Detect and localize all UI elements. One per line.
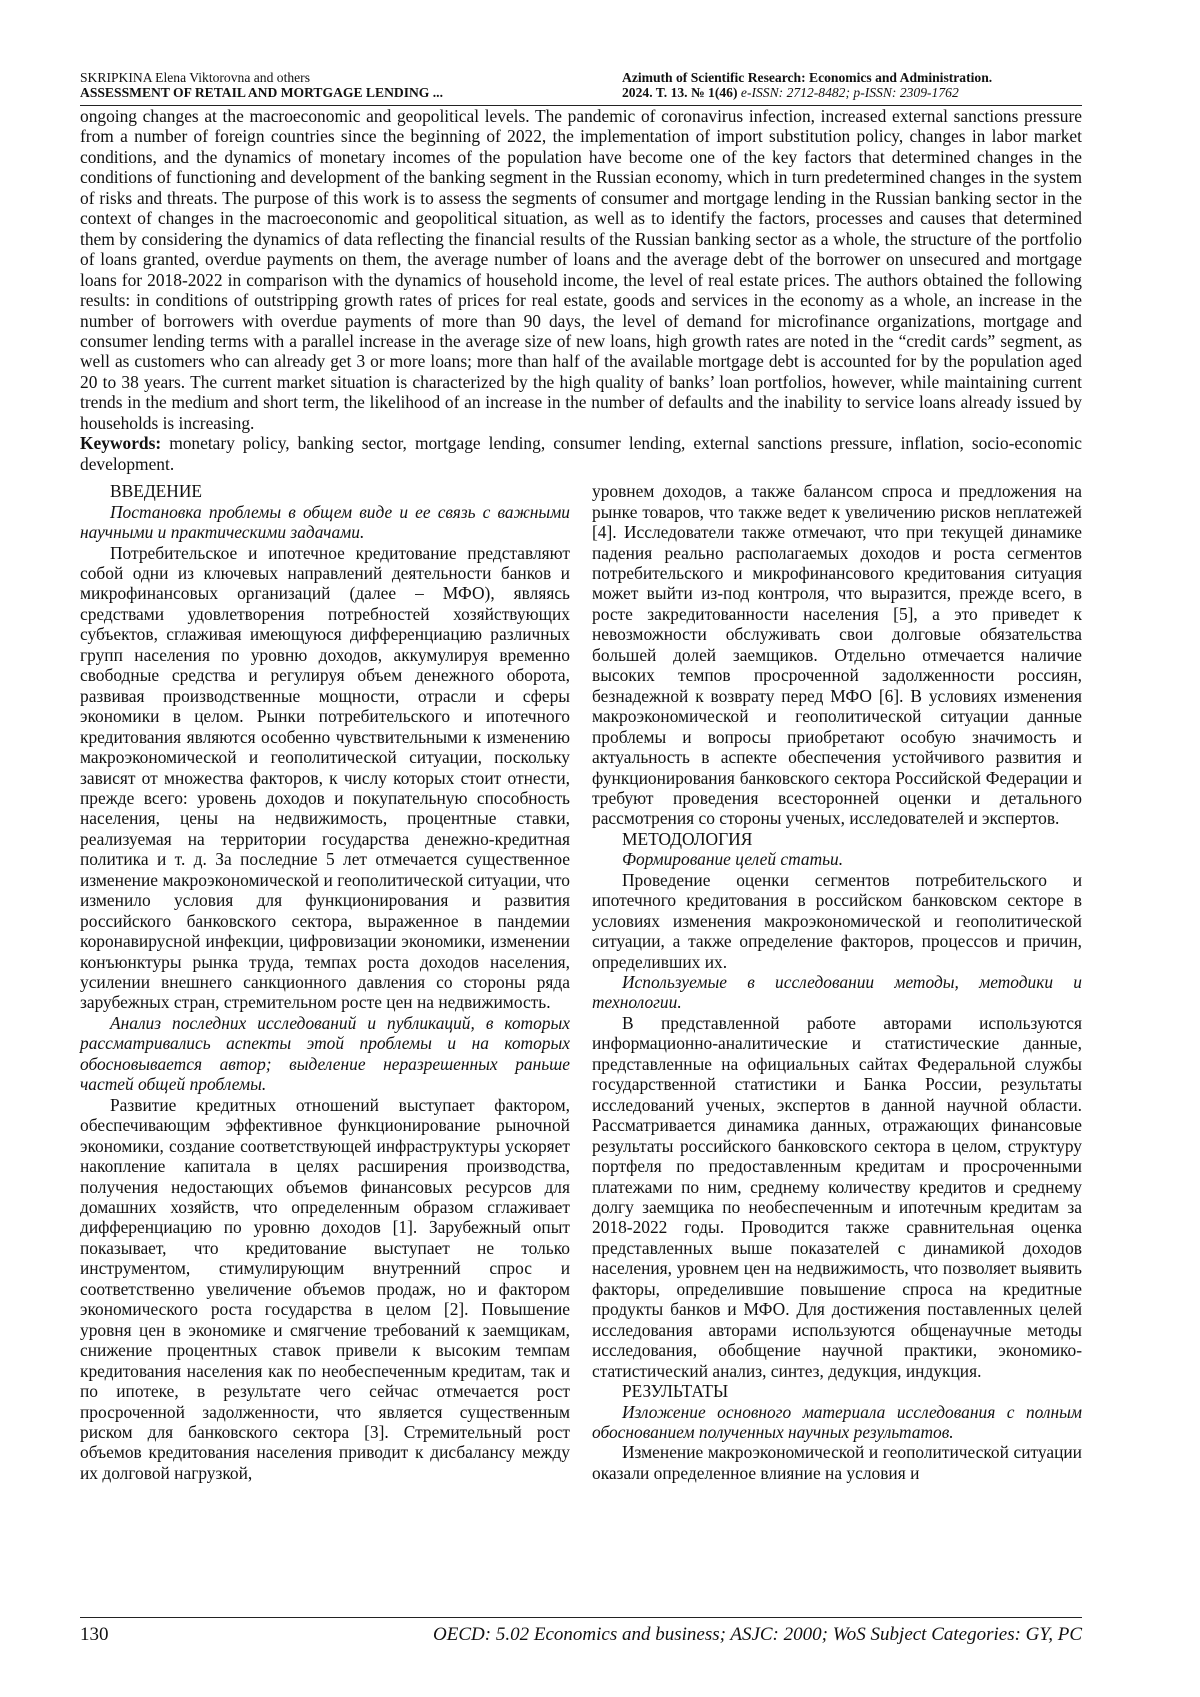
header-issn: e-ISSN: 2712-8482; p-ISSN: 2309-1762 — [740, 85, 959, 100]
results-paragraph: Изменение макроэкономической и геополитической ситуации оказали определенное влияние на условия и — [592, 1442, 1082, 1483]
two-column-body — [80, 481, 1082, 1483]
header-journal: Azimuth of Scientific Research: Economics and Administration. — [622, 70, 993, 85]
keywords-list: monetary policy, banking sector, mortgage lending, consumer lending, external sanctions pressure, inflation, socio-economic development. — [80, 433, 1082, 474]
results-heading: РЕЗУЛЬТАТЫ — [622, 1381, 729, 1402]
right-column — [592, 481, 1082, 1483]
results-subheading: Изложение основного материала исследования с полным обоснованием полученных научных результатов. — [592, 1401, 1082, 1442]
methods-paragraph: В представленной работе авторами используются информационно-аналитические и статистические данные, представленные на официальных сайтах Федеральной службы государственной статистики и Банка России, результаты исследований ученых, экспертов в данной научной области. Рассматривается динамика данных, отражающих финансовые результаты российского банковского сектора в целом, структуру портфеля по предоставленным кредитам и просроченными платежами по ним, среднему количеству кредитов и среднему долгу заемщика по необеспеченным и ипотечным кредитам за 2018-2022 годы. Проводится также сравнительная оценка представленных выше показателей с динамикой доходов населения, уровнем цен на недвижимость, что позволяет выявить факторы, определившие повышение спроса на кредитные продукты банков и МФО. Для достижения поставленных целей исследования авторами используются общенаучные методы исследования, обобщение научной практики, экономико-статистический анализ, синтез, дедукция, индукция. — [592, 1012, 1082, 1381]
header-left — [80, 70, 600, 103]
methods-subheading: Используемые в исследовании методы, методики и технологии. — [592, 972, 1082, 1013]
intro-paragraph: Потребительское и ипотечное кредитование представляют собой одни из ключевых направлений деятельности банков и микрофинансовых организаций (далее – МФО), являясь средствами удовлетворения потребностей хозяйствующих субъектов, сглаживая имеющуюся дифференциацию различных групп населения по уровню доходов, аккумулируя временно свободные средства и регулируя объем денежного оборота, развивая производственные мощности, отрасли и сферы экономики в целом. Рынки потребительского и ипотечного кредитования являются особенно чувствительными к изменению макроэкономической и геополитической ситуации, поскольку зависят от множества факторов, к числу которых стоит отнести, прежде всего: уровень доходов и покупательную способность населения, цены на недвижимость, процентные ставки, реализуемая на территории государства денежно-кредитная политика и т. д. За последние 5 лет отмечается существенное изменение макроэкономической и геополитической ситуации, что изменило условия для функционирования и развития российского банковского сектора, выраженное в пандемии коронавирусной инфекции, цифровизации экономики, изменении конъюнктуры рынка труда, темпах роста доходов населения, усилении внешнего санкционного давления со стороны ряда зарубежных стран, стремительном росте цен на недвижимость. — [80, 542, 570, 1013]
keywords-label: Keywords: — [80, 433, 162, 454]
intro-subheading: Постановка проблемы в общем виде и ее связь с важными научными и практическими задачами. — [80, 501, 570, 543]
header-authors: SKRIPKINA Elena Viktorovna and others — [80, 70, 310, 85]
methodology-heading: МЕТОДОЛОГИЯ — [622, 828, 753, 849]
keywords — [80, 433, 1082, 474]
page-footer — [80, 1617, 1082, 1646]
analysis-subheading: Анализ последних исследований и публикаций, в которых рассматривались аспекты этой проблемы и на которых обосновывается автор; выделение неразрешенных раньше частей общей проблемы. — [80, 1012, 570, 1095]
footer-rule — [80, 1617, 1082, 1618]
goals-subheading: Формирование целей статьи. — [622, 849, 844, 870]
header-issue: 2024. T. 13. № 1(46) — [622, 85, 738, 100]
running-header — [80, 70, 1082, 103]
left-column — [80, 481, 570, 1483]
abstract-text: ongoing changes at the macroeconomic and geopolitical levels. The pandemic of coronavirus infection, increased external sanctions pressure from a number of foreign countries since the beginning of 2022, the implementation of import substitution policy, changes in labor market conditions, and the dynamics of monetary incomes of the population have become one of the key factors that determined changes in the conditions of functioning and development of the banking segment in the Russian economy, which in turn predetermined changes in the system of risks and threats. The purpose of this work is to assess the segments of consumer and mortgage lending in the Russian banking sector in the context of changes in the macroeconomic and geopolitical situation, as well as to identify the factors, processes and causes that determined them by considering the dynamics of data reflecting the financial results of the Russian banking sector as a whole, the structure of the portfolio of loans granted, overdue payments on them, the average number of loans and the average debt of the borrower on unsecured and mortgage loans for 2018-2022 in comparison with the dynamics of household income, the level of real estate prices. The authors obtained the following results: in conditions of outstripping growth rates of prices for real estate, goods and services in the economy as a whole, an increase in the number of borrowers with overdue payments of more than 90 days, the level of demand for microfinance organizations, mortgage and consumer lending terms with a parallel increase in the average size of new loans, high growth rates are noted in the “credit cards” segment, as well as customers who can already get 3 or more loans; more than half of the available mortgage debt is accounted for by the population aged 20 to 38 years. The current market situation is characterized by the high quality of banks’ loan portfolios, however, while maintaining current trends in the medium and short term, the likelihood of an increase in the number of defaults and the inability to service loans already issued by households is increasing. — [80, 106, 1082, 433]
abstract — [80, 106, 1082, 474]
page-number: 130 — [80, 1624, 109, 1645]
journal-page — [80, 70, 1082, 1483]
subject-classification: OECD: 5.02 Economics and business; ASJC: 2000; WoS Subject Categories: GY, PC — [433, 1624, 1082, 1645]
goals-paragraph: Проведение оценки сегментов потребительского и ипотечного кредитования в российском банковском секторе в условиях изменения макроэкономической и геополитической ситуации, а также определение факторов, процессов и причин, определивших их. — [592, 869, 1082, 972]
intro-heading: ВВЕДЕНИЕ — [110, 481, 203, 502]
analysis-paragraph: Развитие кредитных отношений выступает фактором, обеспечивающим эффективное функционирование рыночной экономики, создание соответствующей инфраструктуры ускоряет накопление капитала в целях расширения производства, получения недостающих объемов финансовых ресурсов для домашних хозяйств, что определенным образом сглаживает дифференциацию по уровню доходов [1]. Зарубежный опыт показывает, что кредитование выступает не только инструментом, стимулирующим внутренний спрос и соответственно увеличение объемов продаж, но и фактором экономического роста государства в целом [2]. Повышение уровня цен в экономике и смягчение требований к заемщикам, снижение процентных ставок привели к высоким темпам кредитования населения как по необеспеченным кредитам, так и по ипотеке, в результате чего сейчас отмечается рост просроченной задолженности, что является существенным риском для банковского сектора [3]. Стремительный рост объемов кредитования населения приводит к дисбалансу между их долговой нагрузкой, — [80, 1094, 570, 1483]
continued-paragraph: уровнем доходов, а также балансом спроса и предложения на рынке товаров, что также ведет к увеличению рисков неплатежей [4]. Исследователи также отмечают, что при текущей динамике падения реально располагаемых доходов и роста сегментов потребительского и микрофинансового кредитования ситуация может выйти из-под контроля, что выразится, прежде всего, в росте закредитованности населения [5], а это приведет к невозможности обслуживать свои долговые обязательства большей долей заемщиков. Отдельно отмечается наличие высоких темпов просроченной задолженности россиян, безнадежной к возврату перед МФО [6]. В условиях изменения макроэкономической и геополитической ситуации данные проблемы и вопросы приобретают особую значимость и актуальность в аспекте обеспечения устойчивого развития и функционирования банковского сектора Российской Федерации и требуют проведения всесторонней оценки и детального рассмотрения со стороны ученых, исследователей и экспертов. — [592, 481, 1082, 829]
header-article-title: ASSESSMENT OF RETAIL AND MORTGAGE LENDING ... — [80, 85, 443, 100]
header-right — [622, 70, 1082, 103]
